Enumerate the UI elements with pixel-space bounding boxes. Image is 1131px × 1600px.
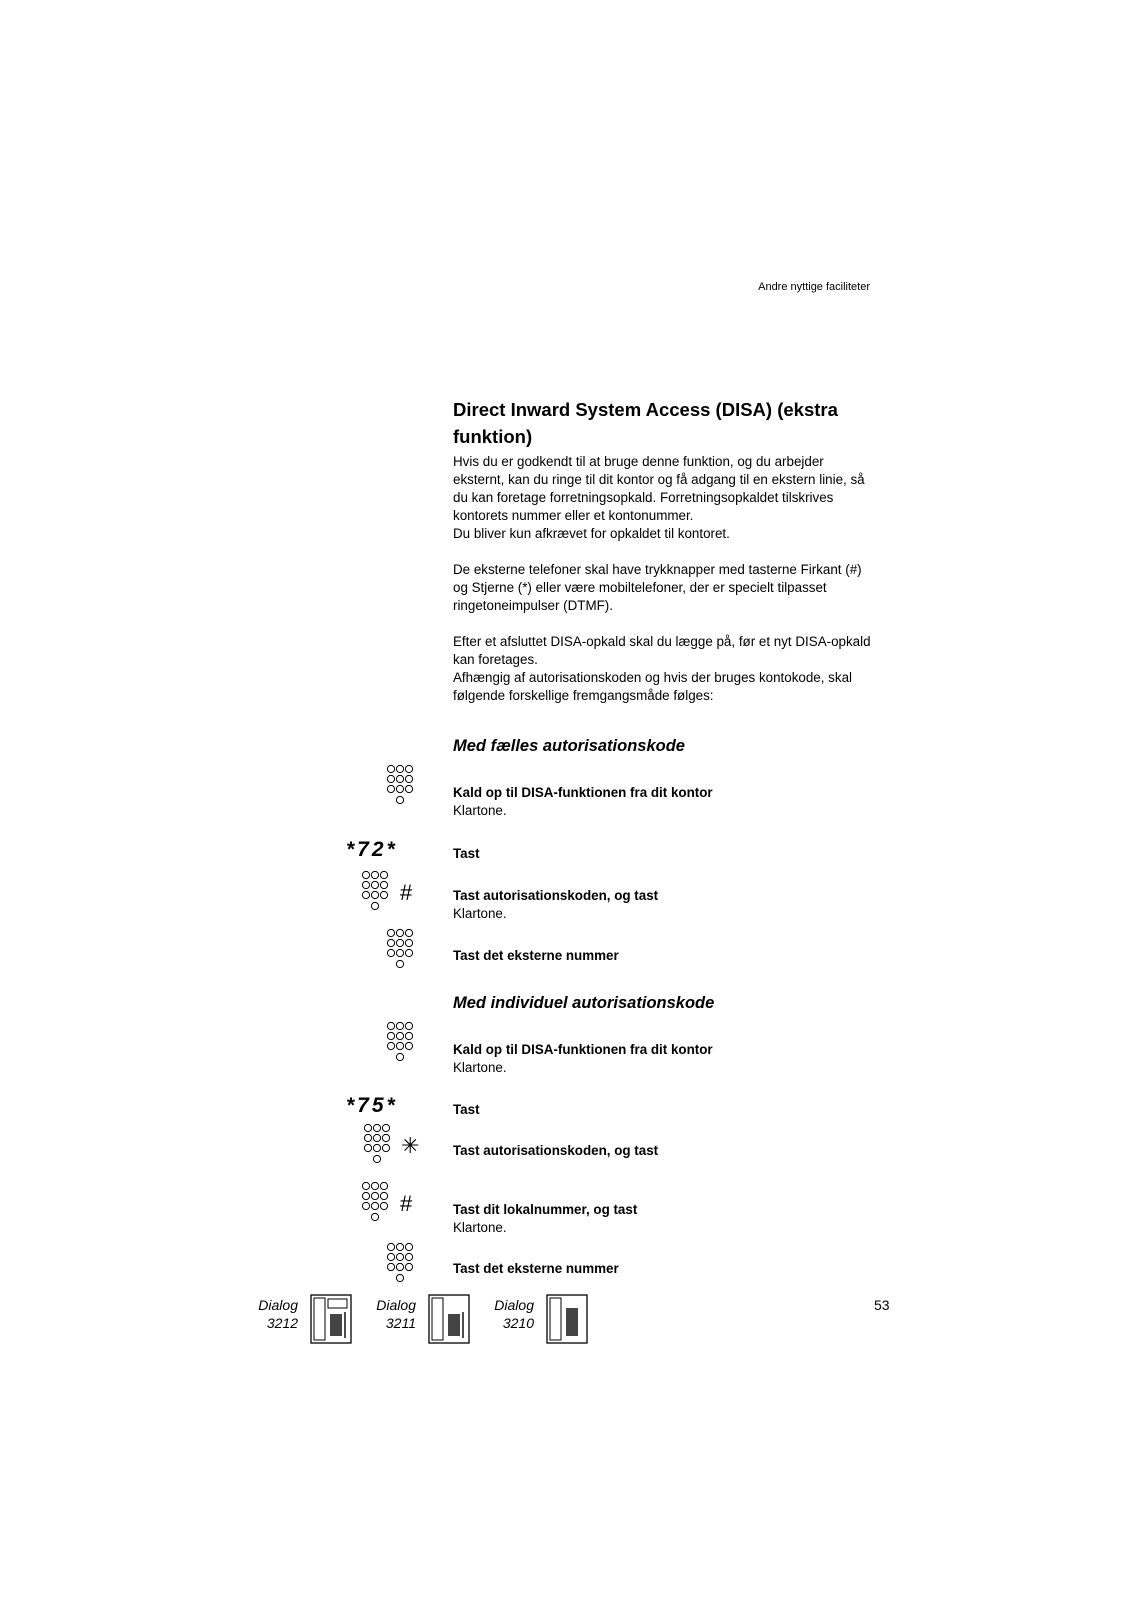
model-label-3211 bbox=[356, 1296, 416, 1332]
keypad-icon bbox=[361, 870, 391, 914]
hash-key-icon: # bbox=[400, 1191, 413, 1216]
hash-key-icon: # bbox=[400, 880, 413, 905]
model-number: 3210 bbox=[502, 1315, 534, 1331]
code-star-72-star: *72* bbox=[346, 838, 398, 861]
paragraph-line: kan foretages. bbox=[453, 652, 538, 667]
phone-3212-icon bbox=[310, 1294, 352, 1344]
section-title: Direct Inward System Access (DISA) (ekstra funktion) bbox=[453, 399, 838, 447]
model-label-3210 bbox=[474, 1296, 534, 1332]
keypad-icon bbox=[386, 764, 416, 808]
model-number: 3211 bbox=[385, 1315, 416, 1331]
phone-3210-icon bbox=[546, 1294, 588, 1344]
step-title: Tast bbox=[453, 1102, 480, 1117]
paragraph-line: du kan foretage forretningsopkald. Forretningsopkaldet tilskrives bbox=[453, 490, 834, 505]
model-label-3212 bbox=[238, 1296, 298, 1332]
step-title: Kald op til DISA-funktionen fra dit kontor bbox=[453, 1042, 713, 1057]
paragraph-line: eksternt, kan du ringe til dit kontor og få adgang til en ekstern linie, så bbox=[453, 472, 865, 487]
section-body bbox=[453, 396, 893, 723]
model-number: 3212 bbox=[266, 1315, 298, 1331]
paragraph-line: Hvis du er godkendt til at bruge denne funktion, og du arbejder bbox=[453, 454, 824, 469]
keypad-icon bbox=[386, 1242, 416, 1286]
model-name: Dialog bbox=[258, 1297, 298, 1313]
paragraph-line: De eksterne telefoner skal have trykknapper med tasterne Firkant (#) bbox=[453, 562, 862, 577]
step-title: Kald op til DISA-funktionen fra dit kontor bbox=[453, 785, 713, 800]
keypad-icon bbox=[386, 1021, 416, 1065]
paragraph-line: Du bliver kun afkrævet for opkaldet til kontoret. bbox=[453, 526, 730, 541]
model-name: Dialog bbox=[494, 1297, 534, 1313]
paragraph-line: kontorets nummer eller et kontonummer. bbox=[453, 508, 694, 523]
paragraph-line: følgende forskellige fremgangsmåde følges: bbox=[453, 688, 714, 703]
star-key-icon: ✳ bbox=[401, 1133, 420, 1158]
step-sub: Klartone. bbox=[453, 803, 507, 818]
step-sub: Klartone. bbox=[453, 1060, 507, 1075]
subsection-heading-individual: Med individuel autorisationskode bbox=[453, 994, 715, 1012]
step-sub: Klartone. bbox=[453, 906, 507, 921]
keypad-icon bbox=[361, 1181, 391, 1225]
step-title: Tast dit lokalnummer, og tast bbox=[453, 1202, 638, 1217]
paragraph-2 bbox=[453, 561, 893, 615]
step-title: Tast autorisationskoden, og tast bbox=[453, 1143, 659, 1158]
step-title: Tast bbox=[453, 846, 480, 861]
code-star-75-star: *75* bbox=[346, 1094, 398, 1117]
step-title: Tast det eksterne nummer bbox=[453, 948, 619, 963]
paragraph-line: og Stjerne (*) eller være mobiltelefoner, der er specielt tilpasset bbox=[453, 580, 827, 595]
running-header: Andre nyttige faciliteter bbox=[758, 281, 870, 293]
phone-3211-icon bbox=[428, 1294, 470, 1344]
step-sub: Klartone. bbox=[453, 1220, 507, 1235]
paragraph-line: ringetoneimpulser (DTMF). bbox=[453, 598, 613, 613]
step-title: Tast det eksterne nummer bbox=[453, 1261, 619, 1276]
model-name: Dialog bbox=[376, 1297, 416, 1313]
subsection-heading-common: Med fælles autorisationskode bbox=[453, 737, 685, 755]
paragraph-3 bbox=[453, 633, 893, 705]
step-title: Tast autorisationskoden, og tast bbox=[453, 888, 659, 903]
keypad-icon bbox=[386, 928, 416, 972]
paragraph-line: Efter et afsluttet DISA-opkald skal du lægge på, før et nyt DISA-opkald bbox=[453, 634, 871, 649]
page-number: 53 bbox=[874, 1297, 890, 1313]
keypad-icon bbox=[363, 1123, 393, 1167]
paragraph-1 bbox=[453, 453, 893, 543]
paragraph-line: Afhængig af autorisationskoden og hvis der bruges kontokode, skal bbox=[453, 670, 852, 685]
